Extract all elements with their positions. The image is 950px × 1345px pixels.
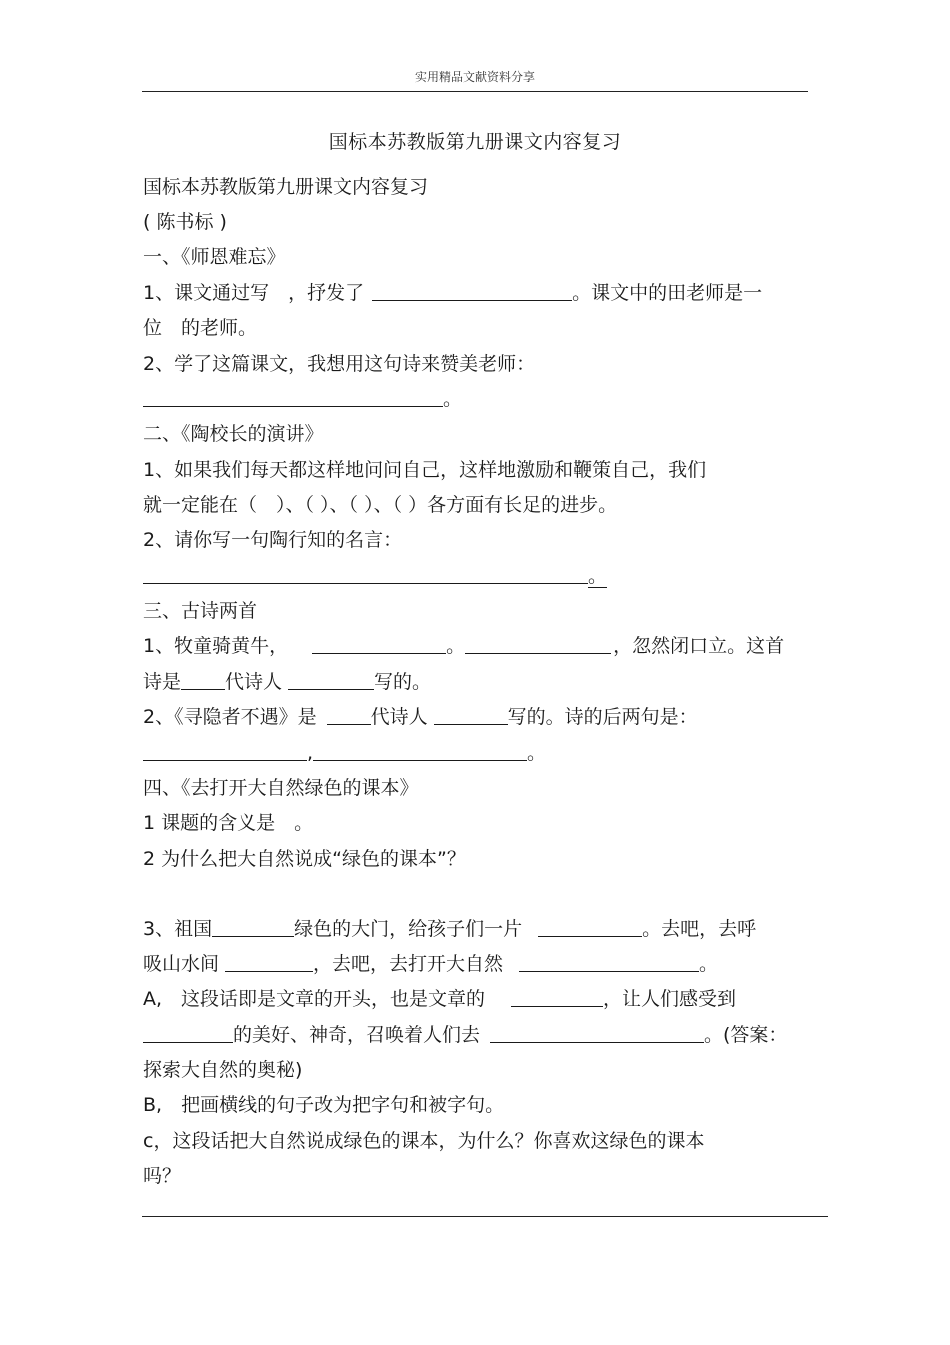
text-line [143, 209, 227, 235]
question-line [143, 563, 607, 589]
answer-blank[interactable] [143, 386, 443, 407]
section-heading [143, 244, 286, 270]
question-line [143, 669, 431, 695]
question-text: ，去吧，去打开大自然 [313, 953, 504, 975]
question-text: 2、《寻隐者不遇》是 [143, 706, 317, 728]
answer-blank[interactable] [143, 740, 307, 761]
answer-blank[interactable] [312, 633, 446, 654]
section-heading [143, 598, 257, 624]
question-line [143, 492, 617, 518]
question-text: 1、如果我们每天都这样地问问自己，这样地激励和鞭策自己，我们 [143, 459, 707, 481]
answer-blank[interactable] [288, 669, 374, 690]
question-text: 吗？ [143, 1165, 182, 1187]
question-line [143, 351, 535, 377]
answer-blank[interactable] [225, 951, 313, 972]
answer-blank[interactable] [327, 704, 371, 725]
question-line [143, 740, 546, 766]
section-heading [143, 421, 324, 447]
answer-blank[interactable] [372, 280, 572, 301]
question-line [143, 916, 756, 942]
question-text: 代诗人 [370, 706, 428, 728]
answer-blank[interactable] [313, 740, 527, 761]
section-title: 四、《去打开大自然绿色的课本》 [143, 777, 419, 799]
question-text: 。 [527, 742, 547, 764]
question-text: 。去吧，去呼 [642, 918, 757, 940]
answer-blank[interactable] [434, 704, 508, 725]
question-line [143, 457, 706, 483]
question-line [143, 315, 257, 341]
question-text: , [307, 742, 314, 764]
question-text: 2 为什么把大自然说成“绿色的课本”？ [143, 848, 466, 870]
footer-divider [142, 1216, 828, 1217]
section-heading [143, 775, 419, 801]
question-text: ，忽然闭口立。这首 [613, 635, 785, 657]
question-text: 诗是 [143, 671, 182, 693]
question-line [143, 1057, 302, 1083]
answer-blank[interactable] [538, 916, 642, 937]
question-text: 写的。诗的后两句是： [507, 706, 698, 728]
question-line [143, 810, 313, 836]
question-line [143, 704, 698, 730]
question-text: 。(答案： [704, 1024, 788, 1046]
question-text: 写的。 [374, 671, 432, 693]
question-text: A, 这段话即是文章的开头，也是文章的 [143, 988, 486, 1010]
question-line [143, 951, 718, 977]
question-text: c，这段话把大自然说成绿色的课本，为什么？你喜欢这绿色的课本 [143, 1130, 705, 1152]
answer-blank[interactable] [519, 951, 699, 972]
answer-blank[interactable] [465, 633, 611, 654]
answer-blank[interactable] [143, 563, 588, 584]
author: ( 陈书标 ) [143, 211, 227, 233]
question-text: 2、学了这篇课文，我想用这句诗来赞美老师： [143, 353, 536, 375]
question-line [143, 986, 736, 1012]
question-text: 。 [443, 388, 463, 410]
question-text: 3、祖国 [143, 918, 213, 940]
question-text: 绿色的大门，给孩子们一片 [294, 918, 523, 940]
question-text: ，让人们感受到 [603, 988, 737, 1010]
question-text: 1 课题的含义是 。 [143, 812, 314, 834]
question-text: 1、课文通过写 ，抒发了 [143, 282, 365, 304]
question-line [143, 1092, 504, 1118]
answer-blank[interactable] [143, 1022, 233, 1043]
text-line [143, 174, 428, 200]
question-line [143, 846, 466, 872]
answer-blank[interactable] [212, 916, 294, 937]
question-line [143, 633, 784, 659]
section-title: 一、《师恩难忘》 [143, 246, 286, 268]
document-title: 国标本苏教版第九册课文内容复习 [328, 131, 622, 153]
question-text: 就一定能在（ ）、（ ）、（ ）、（ ）各方面有长足的进步。 [143, 494, 618, 516]
answer-blank[interactable] [490, 1022, 704, 1043]
answer-blank[interactable] [181, 669, 225, 690]
question-text: 。课文中的田老师是一 [572, 282, 763, 304]
header-divider [142, 91, 808, 92]
question-line [143, 386, 462, 412]
question-line [143, 1163, 181, 1189]
page-header: 实用精品文献资料分享 [414, 70, 535, 84]
question-text: 代诗人 [225, 671, 283, 693]
question-text: 。 [588, 565, 608, 587]
question-text: 位 的老师。 [143, 317, 258, 339]
question-line [143, 280, 762, 306]
question-text: 探索大自然的奥秘) [143, 1059, 303, 1081]
question-text: 2、请你写一句陶行知的名言： [143, 529, 403, 551]
question-text: 吸山水间 [143, 953, 220, 975]
question-text: 。 [699, 953, 719, 975]
question-line [143, 527, 402, 553]
subtitle: 国标本苏教版第九册课文内容复习 [143, 176, 429, 198]
question-text: 的美好、神奇，召唤着人们去 [233, 1024, 481, 1046]
question-text: 。 [446, 635, 466, 657]
section-title: 二、《陶校长的演讲》 [143, 423, 324, 445]
answer-blank[interactable] [511, 986, 603, 1007]
section-title: 三、古诗两首 [143, 600, 258, 622]
question-line [143, 1128, 704, 1154]
question-line [143, 1022, 787, 1048]
question-text: 1、牧童骑黄牛， [143, 635, 289, 657]
question-text: B, 把画横线的句子改为把字句和被字句。 [143, 1094, 505, 1116]
